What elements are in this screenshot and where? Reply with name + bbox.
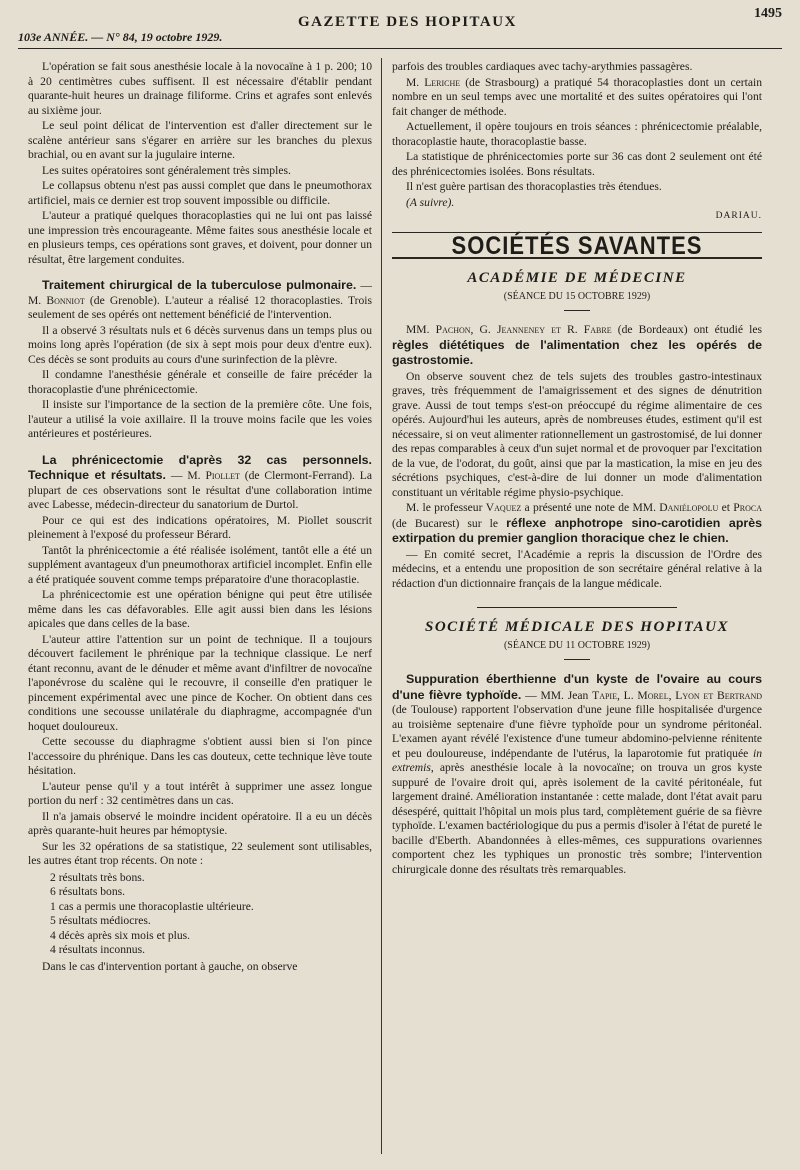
author-names: MM. Pachon, G. Jeanneney et R. Fabre <box>406 323 612 336</box>
paragraph: M. le professeur Vaquez a présenté une note de MM. Daniélopolu et Proca (de Bucarest) sur le réflexe anphotrope sino-carotidien après extirpation du premier ganglion thoracique chez le chien. <box>392 501 762 545</box>
paragraph: Suppuration éberthienne d'un kyste de l'ovaire au cours d'une fièvre typhoïde. — MM. Jean Tapie, L. Morel, Lyon et Bertrand (de Toulouse) rapportent l'observation d'une jeune fille hospitalisée d'urgence au troisième septenaire d'une fièvre typhoïde pour un syndrome péritonéal. L'examen ayant révélé l'existence d'une tumeur abdomino-pelvienne rénitente et peu douloureuse, indépendante de l'utérus, la laparotomie fut pratiquée in extremis, après anesthésie locale à la novocaïne; on trouva un gros kyste suppuré de l'ovaire droit qui, après isolement de la cavité péritonéale, fut largement drainé. Amélioration instantanée : cette malade, dont l'état avait paru désespéré, quittait l'hôpital un mois plus tard, complètement guérie de sa fièvre typhoïde. L'examen bactériologique du pus a permis d'isoler à l'état de pureté le bacille d'Eberth. Abandonnées à elles-mêmes, ces suppurations ovariennes comportent chez les typhiques un pronostic très sombre; l'intervention chirurgicale donne des résultats très remarquables. <box>392 672 763 876</box>
paragraph: L'opération se fait sous anesthésie locale à la novocaïne à 1 p. 200; 10 à 20 centimètres cubes suffisent. Il est nécessaire d'établir pendant quarante-huit heures un drainage filiforme. Crins et agrafes sont enlevés au sixième jour. <box>28 60 372 117</box>
paragraph: MM. Pachon, G. Jeanneney et R. Fabre (de Bordeaux) ont étudié les règles diététiques de l'alimentation chez les opérés de gastrostomie. <box>392 323 762 367</box>
signature: DARIAU. <box>715 211 762 221</box>
short-rule <box>564 659 590 660</box>
list-item: 1 cas a permis une thoracoplastie ultérieure. <box>50 899 254 913</box>
list-item: 4 résultats inconnus. <box>50 943 145 956</box>
to-be-continued: (A suivre). <box>406 195 455 209</box>
paragraph: L'auteur a pratiqué quelques thoracoplasties qui ne lui ont pas laissé une impression très encourageante. Même faites sous anesthésie locale et en plusieurs temps, ces opérations sont graves, et doivent, pour donner un résultat, être largement conduites. <box>28 209 372 266</box>
paragraph: On observe souvent chez de tels sujets des troubles gastro-intestinaux graves, très fréquemment de l'amaigrissement et des signes de dénutrition grave. Aussi de tout temps s'est-on préoccupé du régime alimentaire de ces opérés. Aujourd'hui les auteurs, après de nombreuses études, estiment qu'il est nécessaire, si on veut alimenter rationnellement un gastrostomisé, de lui donner des repas comparables à ceux d'un sujet normal et de provoquer par l'excitation de la vue, de l'odorat, du goût, ainsi que par la mastication, la mise en jeu des sécrétions psychiques, c'est-à-dire de lui donner un mode d'alimentation constituant un véritable régime physio-psychique. <box>392 369 762 499</box>
paragraph: Le collapsus obtenu n'est pas aussi complet que dans le pneumothorax artificiel, mais ce dernier est trop souvent impossible ou difficile. <box>28 179 372 207</box>
paragraph: Il a observé 3 résultats nuls et 6 décès survenus dans un temps plus ou moins long après l'opération (de six à sept mois pour deux d'entre eux). Ces décès se sont produits au cours d'une surinfection de la plèvre. <box>28 323 372 366</box>
paragraph: Il insiste sur l'importance de la section de la première côte. Une fois, l'auteur a utilisé la voie axillaire. Il la trouve moins facile que les voies antérieures et postérieures. <box>28 398 372 440</box>
paragraph: — En comité secret, l'Académie a repris la discussion de l'Ordre des médecins, et a entendu une proposition de son secrétaire général relative à la rédaction d'un dictionnaire français de la langue médicale. <box>392 547 762 590</box>
paragraph: Les suites opératoires sont généralement très simples. <box>42 163 291 177</box>
paragraph: Il n'est guère partisan des thoracoplasties très étendues. <box>406 180 662 193</box>
article-piollet: La phrénicectomie d'après 32 cas personnels. Technique et résultats. — M. Piollet (de Clermont-Ferrand). La plupart de ces observations sont le résultat d'une collaboration intime avec Labesse, médecin-directeur du sanatorium de Durtol. <box>28 452 372 511</box>
section-title: SOCIÉTÉS SAVANTES <box>451 230 703 260</box>
article-heading: règles diététiques de l'alimentation chez les opérés de gastrostomie. <box>392 337 762 367</box>
article-heading: réflexe anphotrope sino-carotidien après extirpation du premier ganglion thoracique chez le chien. <box>392 515 762 545</box>
paragraph: Il condamne l'anesthésie générale et conseille de faire précéder la thoracoplastie d'une phrénicectomie. <box>28 368 372 396</box>
paragraph: Actuellement, il opère toujours en trois séances : phrénicectomie préalable, thoracoplastie haute, thoracoplastie basse. <box>392 120 762 148</box>
paragraph: Tantôt la phrénicectomie a été réalisée isolément, tantôt elle a été un supplément avantageux d'un pneumothorax artificiel incomplet. Enfin elle a été pratiquée souvent comme temps préparatoire d'une thoracoplastie. <box>28 543 372 586</box>
author-name: Piollet <box>205 469 240 482</box>
author-names: Tapie, L. Morel, Lyon et Bertrand <box>592 688 763 702</box>
session-date: (SÉANCE DU 11 OCTOBRE 1929) <box>503 639 651 651</box>
page-header <box>18 4 782 48</box>
society-heading: ACADÉMIE DE MÉDECINE <box>467 270 687 286</box>
paragraph: parfois des troubles cardiaques avec tachy-arythmies passagères. <box>392 60 693 73</box>
paragraph: Pour ce qui est des indications opératoires, M. Piollet souscrit pleinement à l'exposé du professeur Bérard. <box>28 513 372 541</box>
left-column <box>28 60 372 975</box>
masthead-title: GAZETTE DES HOPITAUX <box>298 14 517 30</box>
paragraph: Sur les 32 opérations de sa statistique, 22 seulement sont utilisables, les autres étant trop récents. On note : <box>28 839 372 867</box>
paragraph: Il n'a jamais observé le moindre incident opératoire. Il a eu un décès après quarante-huit heures par hémoptysie. <box>28 809 372 837</box>
article-bonniot: Traitement chirurgical de la tuberculose pulmonaire. — M. Bonniot (de Grenoble). L'auteur a réalisé 12 thoracoplasties. Trois seulement de ses opérés ont nettement bénéficié de l'intervention. <box>28 278 373 321</box>
paragraph: La statistique de phrénicectomies porte sur 36 cas dont 2 seulement ont été des phrénicectomies isolées. Bons résultats. <box>392 150 762 178</box>
author-name: Bonniot <box>46 293 85 307</box>
right-column <box>392 60 762 878</box>
session-date: (SÉANCE DU 15 OCTOBRE 1929) <box>503 290 651 302</box>
society-heading: SOCIÉTÉ MÉDICALE DES HOPITAUX <box>425 619 729 635</box>
column-divider <box>381 58 382 1154</box>
long-rule <box>477 607 677 608</box>
paragraph: Le seul point délicat de l'intervention est d'aller directement sur le scalène antérieur sans s'égarer en arrière sur les branches du plexus brachial, ou en avant sur la jugulaire interne. <box>28 119 372 161</box>
list-item: 5 résultats médiocres. <box>50 914 151 927</box>
paragraph: Dans le cas d'intervention portant à gauche, on observe <box>42 959 298 973</box>
list-item: 4 décès après six mois et plus. <box>50 928 191 942</box>
paragraph: La phrénicectomie est une opération bénigne qui peut être utilisée même dans les cas défavorables. Elle agit aussi bien dans les lésions apicales que dans celles de la base. <box>28 588 372 630</box>
list-item: 2 résultats très bons. <box>50 870 145 884</box>
issue-info: 103e ANNÉE. — N° 84, 19 octobre 1929. <box>18 30 223 44</box>
paragraph: L'auteur pense qu'il y a tout intérêt à supprimer une assez longue portion du nerf : 32 centimètres dans un cas. <box>28 779 372 807</box>
paragraph: M. Leriche (de Strasbourg) a pratiqué 54 thoracoplasties dont un certain nombre en un seul temps avec une mortalité et des suites opératoires qui l'ont fait changer de méthode. <box>392 75 762 118</box>
author-name: Vaquez <box>485 501 522 514</box>
article-heading: Traitement chirurgical de la tuberculose pulmonaire. <box>42 278 357 292</box>
article-heading: Suppuration éberthienne d'un kyste de l'ovaire au cours d'une fièvre typhoïde. <box>392 672 762 702</box>
results-list <box>50 871 372 958</box>
article-heading: La phrénicectomie d'après 32 cas personnels. Technique et résultats. <box>28 452 372 482</box>
author-name: Daniélopolu <box>659 501 719 514</box>
paragraph: Cette secousse du diaphragme s'obtient aussi bien si l'on pince l'accessoire du phrénique. Dans les cas douteux, cette technique lève toute hésitation. <box>28 735 372 777</box>
paragraph: L'auteur attire l'attention sur un point de technique. Il a toujours découvert facilement le phrénique par la technique classique. Le nerf étant reconnu, avant de le dénuder et même avant d'infiltrer de novocaïne l'aponévrose du scalène qui le recouvre, il conseille d'en pratiquer le pincement expérimental avec une pince de Kocher. On obtient dans ces conditions une secousse unilatérale du diaphragme, accompagnée d'un hoquet douloureux. <box>28 632 372 733</box>
list-item: 6 résultats bons. <box>50 885 126 898</box>
header-rule <box>18 48 782 49</box>
author-name: Proca <box>733 501 762 514</box>
author-name: Leriche <box>424 75 461 89</box>
short-rule <box>564 310 590 311</box>
page-number: 1495 <box>754 6 782 21</box>
